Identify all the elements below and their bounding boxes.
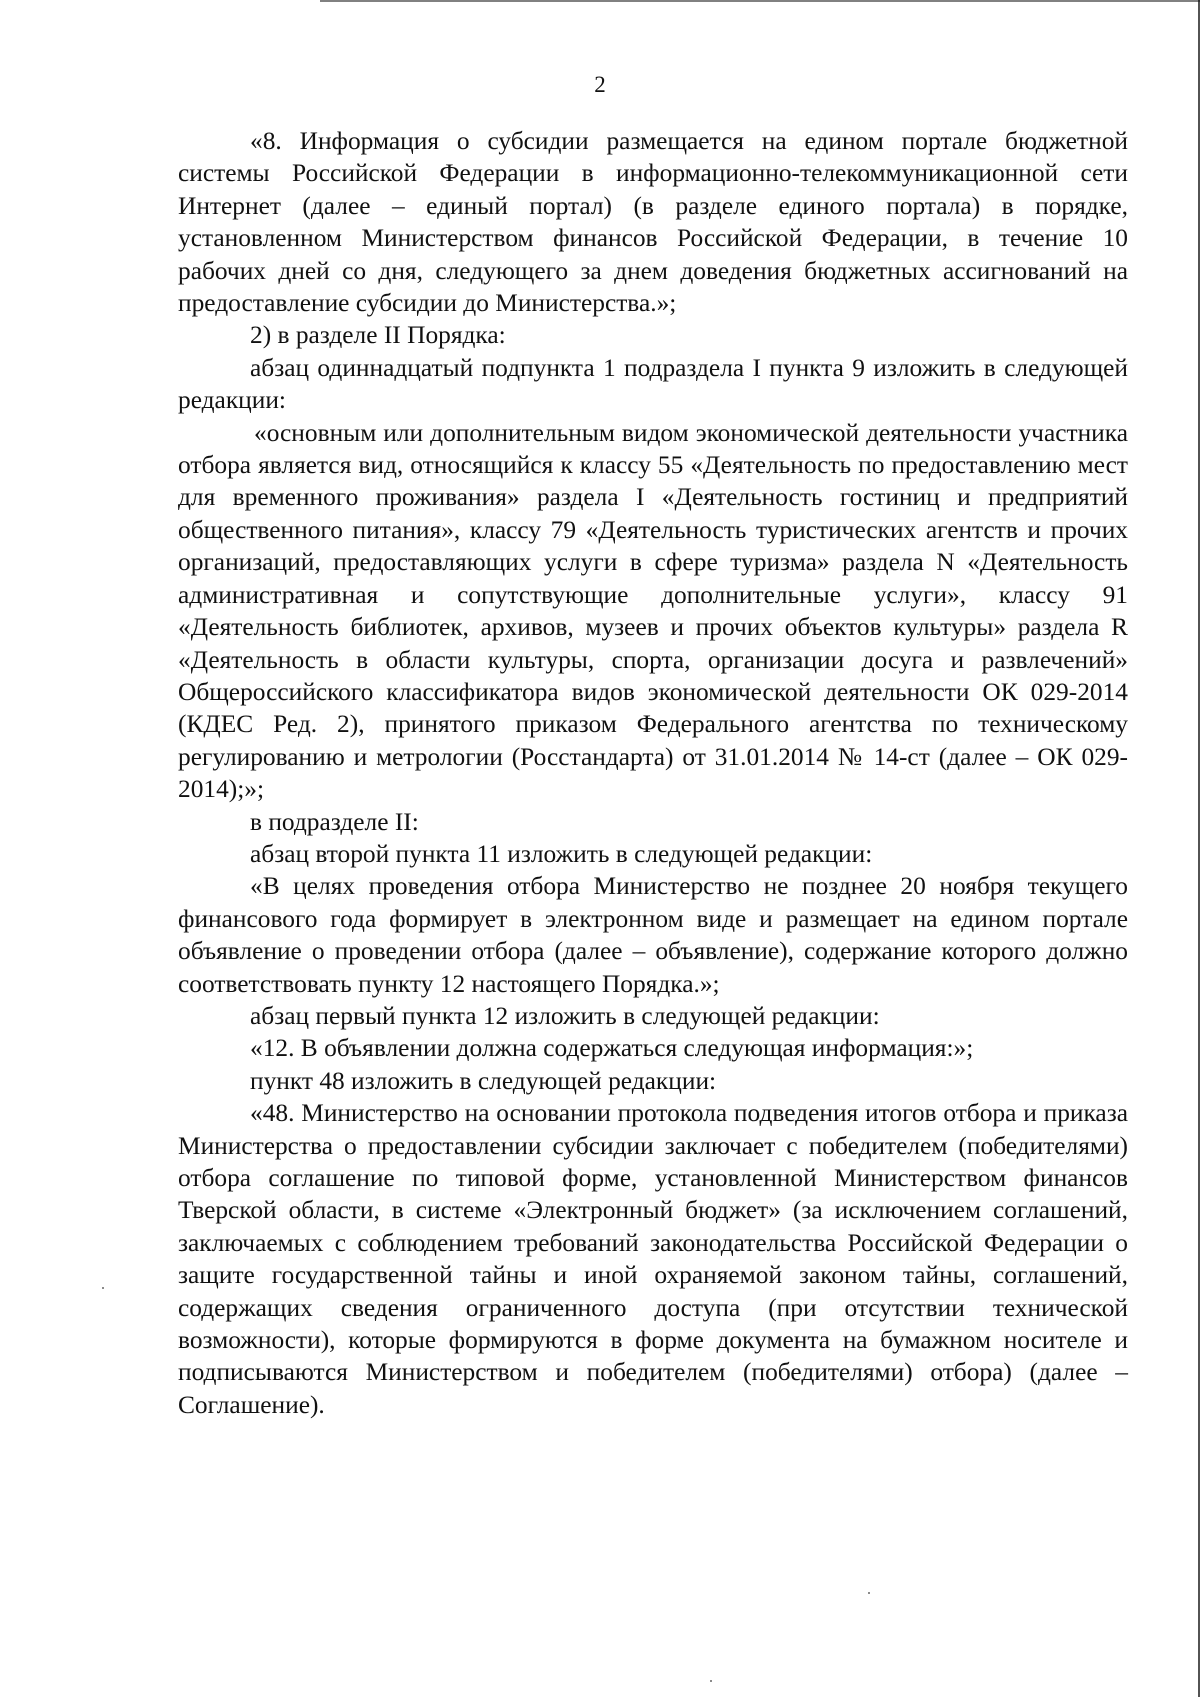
- scan-top-edge: [320, 0, 1200, 2]
- paragraph-amendment-intro-2: абзац второй пункта 11 изложить в следующей редакции:: [250, 839, 873, 868]
- paragraph-amendment-intro-4: пункт 48 изложить в следующей редакции:: [250, 1066, 717, 1095]
- page-number: 2: [594, 72, 606, 97]
- paragraph-item-12: «12. В объявлении должна содержаться следующая информация:»;: [250, 1034, 974, 1063]
- scan-speck: [102, 1287, 104, 1289]
- paragraph-section-2-heading: 2) в разделе II Порядка:: [250, 321, 506, 350]
- paragraph-activity-classes: «основным или дополнительным видом экономической деятельности участника отбора является вид, относящийся к классу 55 «Деятельность по предоставлению мест для временного проживания» раздела I «Деятельность гостиниц и предприятий общественного питания», классу 79 «Деятельность туристических агентств и прочих организаций, предоставляющих услуги в сфере туризма» раздела N «Деятельность административная и сопутствующие дополнительные услуги», классу 91 «Деятельность библиотек, архивов, музеев и прочих объектов культуры» раздела R «Деятельность в области культуры, спорта, организации досуга и развлечений» Общероссийского классификатора видов экономической деятельности ОК 029-2014 (КДЕС Ред. 2), принятого приказом Федерального агентства по техническому регулированию и метрологии (Росстандарта) от 31.01.2014 № 14-ст (далее – ОК 029-2014);»;: [178, 418, 1128, 804]
- scan-speck: [868, 1592, 870, 1594]
- scan-speck: [710, 1680, 712, 1682]
- document-body: [178, 125, 1128, 1421]
- paragraph-subsection-2: в подразделе II:: [250, 807, 419, 836]
- paragraph-selection-notice: «В целях проведения отбора Министерство не позднее 20 ноября текущего финансового года формирует в электронном виде и размещает на едином портале объявление о проведении отбора (далее – объявление), содержание которого должно соответствовать пункту 12 настоящего Порядка.»;: [178, 872, 1128, 998]
- paragraph-item-48: «48. Министерство на основании протокола подведения итогов отбора и приказа Министерства о предоставлении субсидии заключает с победителем (победителями) отбора соглашение по типовой форме, установленной Министерством финансов Тверской области, в системе «Электронный бюджет» (за исключением соглашений, заключаемых с соблюдением требований законодательства Российской Федерации о защите государственной тайны и иной охраняемой законом тайны, соглашений, содержащих сведения ограниченного доступа (при отсутствии технической возможности), которые формируются в форме документа на бумажном носителе и подписываются Министерством и победителем (победителями) отбора) (далее – Соглашение).: [178, 1099, 1128, 1419]
- paragraph-amendment-intro-3: абзац первый пункта 12 изложить в следующей редакции:: [250, 1001, 880, 1030]
- paragraph-item-8: «8. Информация о субсидии размещается на едином портале бюджетной системы Российской Федерации в информационно-телекоммуникационной сети Интернет (далее – единый портал) (в разделе единого портала) в порядке, установленном Министерством финансов Российской Федерации, в течение 10 рабочих дней со дня, следующего за днем доведения бюджетных ассигнований на предоставление субсидии до Министерства.»;: [178, 127, 1128, 318]
- paragraph-amendment-intro-1: абзац одиннадцатый подпункта 1 подраздела I пункта 9 изложить в следующей редакции:: [178, 353, 1128, 415]
